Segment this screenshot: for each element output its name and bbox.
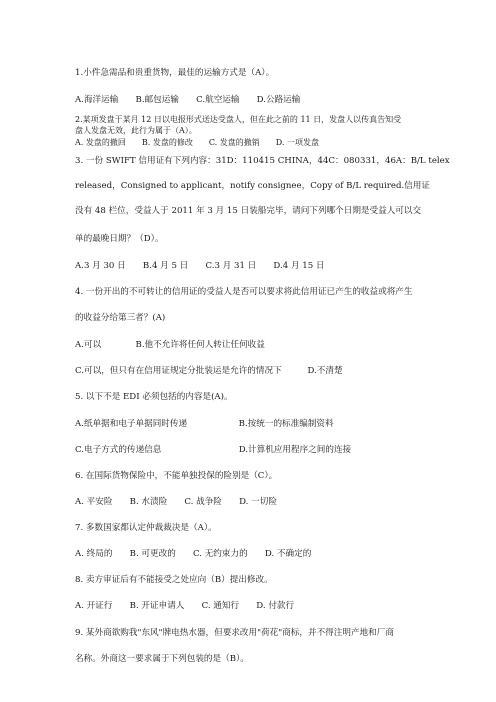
question-6: 6. 在国际货物保险中，不能单独投保的险别是（C）。 [75, 471, 278, 481]
question-7-options: A. 终局的 B. 可更改的 C. 无约束力的 D. 不确定的 [75, 549, 312, 559]
question-4-options-2: C.可以，但只有在信用证规定分批装运是允许的情况下 D.不清楚 [75, 366, 343, 376]
question-2-cont: 盘人发盘无效，此行为属于（A）。 [75, 126, 197, 135]
question-1-options: A.海洋运输 B.邮包运输 C.航空运输 D.公路运输 [75, 95, 301, 105]
question-2: 2.某项发盘于某月 12 日以电报形式送达受盘人，但在此之前的 11 日，发盘人以传真告知受 [75, 115, 402, 124]
question-6-options: A. 平安险 B. 水渍险 C. 战争险 D. 一切险 [75, 497, 277, 507]
question-2-options: A. 发盘的撤回 B. 发盘的修改 C. 发盘的撤销 D. 一项发盘 [75, 138, 319, 147]
question-3: 3. 一份 SWIFT 信用证有下列内容：31D：110415 CHINA，44C：080331，46A：B/L telex [75, 156, 450, 166]
question-9-cont: 名称。外商这一要求属于下列包装的是（B）。 [75, 654, 249, 664]
question-8-options: A. 开证行 B. 开证申请人 C. 通知行 D. 付款行 [75, 601, 295, 611]
question-4: 4. 一份开出的不可转让的信用证的受益人是否可以要求将此信用证已产生的收益或将产生 [75, 287, 413, 297]
question-9: 9. 某外商欲购我"东风"牌电热水器，但要求改用"荷花"商标，并不得注明产地和厂商 [75, 628, 394, 638]
question-3-options: A.3 月 30 日 B.4 月 5 日 C.3 月 31 日 D.4 月 15 日 [75, 261, 325, 271]
question-1: 1.小件急需品和贵重货物，最佳的运输方式是（A）。 [75, 68, 275, 78]
question-8: 8. 卖方审证后有不能接受之处应向（B）提出修改。 [75, 575, 273, 585]
question-3-cont-3: 单的最晚日期？（D）。 [75, 234, 164, 244]
question-5: 5. 以下不是 EDI 必须包括的内容是(A)。 [75, 392, 233, 402]
question-3-cont-1: released，Consigned to applicant，notify consignee，Copy of B/L required.信用证 [75, 181, 430, 191]
question-4-options-1: A.可以 B.他不允许将任何人转让任何收益 [75, 340, 265, 350]
question-3-cont-2: 没有 48 栏位，受益人于 2011 年 3 月 15 日装船完毕，请问下列哪个日期是受益人可以交 [75, 206, 422, 216]
question-7: 7. 多数国家都认定仲裁裁决是（A）。 [75, 523, 217, 533]
question-5-options-2: C.电子方式的传递信息 D.计算机应用程序之间的连接 [75, 445, 352, 455]
question-5-options-1: A.纸单据和电子单据同时传递 B.按统一的标准编制资料 [75, 419, 334, 429]
question-4-cont: 的收益分给第三者？(A) [75, 313, 166, 323]
